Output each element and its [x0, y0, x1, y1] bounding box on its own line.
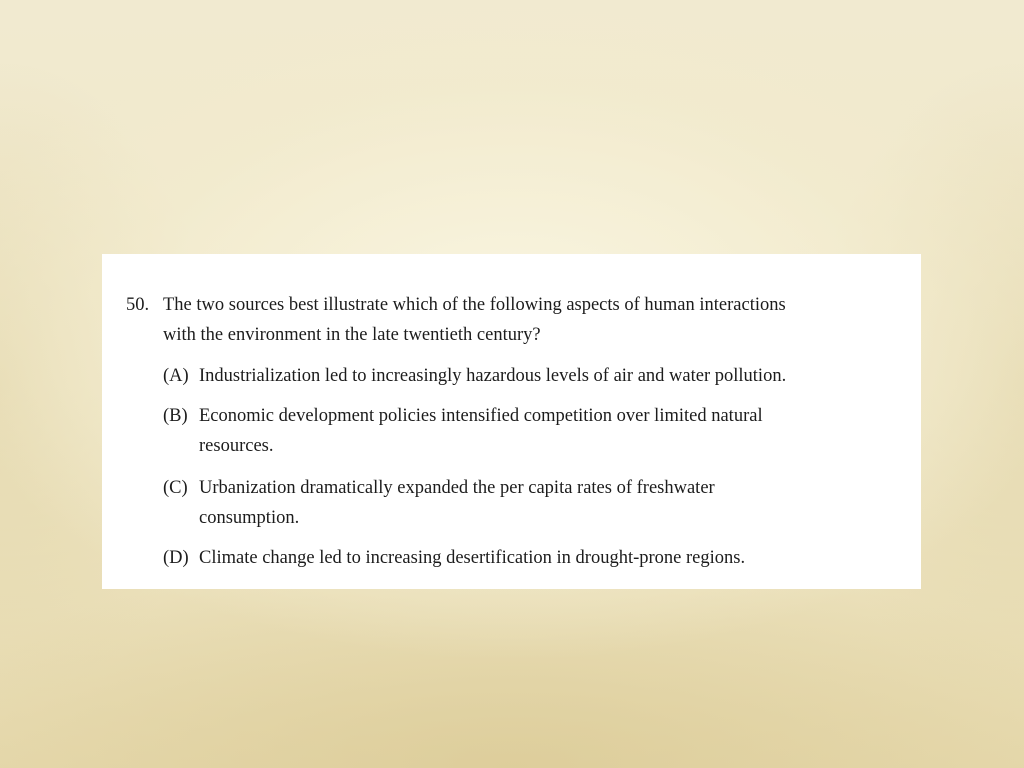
option-b-text-line-2: resources. [199, 436, 274, 456]
option-b-letter: (B) [163, 406, 188, 426]
question-text-line-1: The two sources best illustrate which of the following aspects of human interactions [163, 295, 786, 315]
option-c-text-line-1: Urbanization dramatically expanded the per capita rates of freshwater [199, 478, 715, 498]
option-b-text-line-1: Economic development policies intensified competition over limited natural [199, 406, 763, 426]
question-card [102, 254, 921, 589]
option-c-text-line-2: consumption. [199, 508, 300, 528]
option-a-letter: (A) [163, 366, 189, 386]
option-a-text: Industrialization led to increasingly hazardous levels of air and water pollution. [199, 366, 787, 386]
option-d-letter: (D) [163, 548, 189, 568]
option-d-text: Climate change led to increasing desertification in drought-prone regions. [199, 548, 746, 568]
question-text-line-2: with the environment in the late twentieth century? [163, 325, 541, 345]
option-c-letter: (C) [163, 478, 188, 498]
question-number: 50. [126, 295, 150, 315]
